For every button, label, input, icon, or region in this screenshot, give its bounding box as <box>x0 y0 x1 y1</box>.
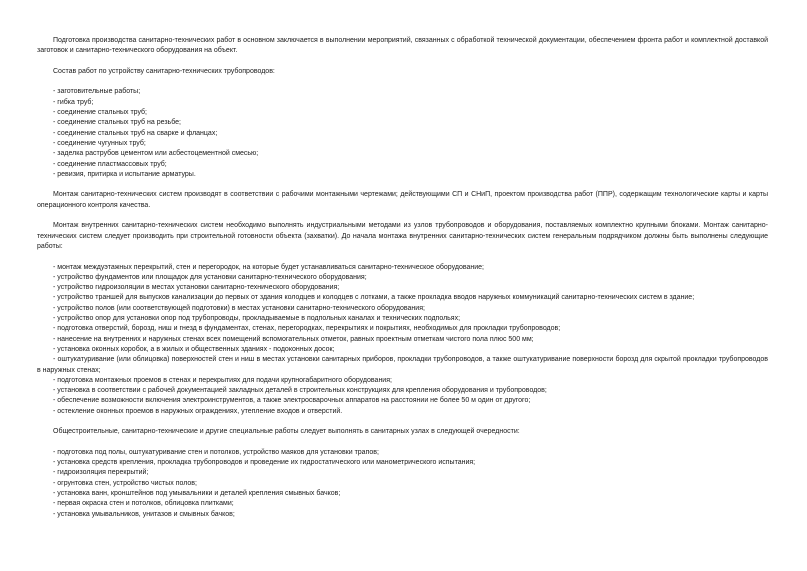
list-item: - нанесение на внутренних и наружных стенах всех помещений вспомогательных отметок, равных проектным отметкам чистого пола плюс 500 мм; <box>53 335 534 343</box>
list-item: - устройство фундаментов или площадок для установки санитарно-технического оборудования; <box>53 273 367 281</box>
list-item: - заделка раструбов цементом или асбестоцементной смесью; <box>53 150 259 158</box>
paragraph-intro: Подготовка производства санитарно-технических работ в основном заключается в выполнении мероприятий, связанных с обработкой технической документации, обеспечением фронта работ и комплектной доставкой заготовок и санитарно-технического оборудования на объект. <box>37 37 768 55</box>
list-item: - остекление оконных проемов в наружных ограждениях, утепление входов и отверстий. <box>53 407 343 415</box>
list-item: - соединение пластмассовых труб; <box>53 160 167 168</box>
list-item: - обеспечение возможности включения электроинструментов, а также электросварочных аппаратов на расстоянии не более 50 м один от другого; <box>53 397 531 405</box>
list-item: - заготовительные работы; <box>53 88 141 96</box>
list-item: - монтаж междуэтажных перекрытий, стен и перегородок, на которые будет устанавливаться санитарно-техническое оборудование; <box>53 263 484 271</box>
list-item: - подготовка отверстий, борозд, ниш и гнезд в фундаментах, стенах, перегородках, перекрытиях и покрытиях, необходимых для прокладки трубопроводов; <box>53 325 561 333</box>
list-item: - установка в соответствии с рабочей документацией закладных деталей в строительных конструкциях для крепления оборудования и трубопроводов; <box>53 387 547 395</box>
list-item: - подготовка монтажных проемов в стенах и перекрытиях для подачи крупногабаритного оборудования; <box>53 376 392 384</box>
list-item: - установка ванн, кронштейнов под умывальники и деталей крепления смывных бачков; <box>53 490 341 498</box>
list-item: - установка умывальников, унитазов и смывных бачков; <box>53 510 235 518</box>
list-item: - соединение стальных труб; <box>53 109 148 117</box>
list-item: - подготовка под полы, оштукатуривание стен и потолков, устройство маяков для установки трапов; <box>53 448 379 456</box>
list-item: - первая окраска стен и потолков, облицовка плитками; <box>53 500 234 508</box>
paragraph-mounting: Монтаж санитарно-технических систем производят в соответствии с рабочими монтажными чертежами; действующими СП и СНиП, проектом производства работ (ППР), содержащим технологические карты и карты операционного контроля качества. <box>37 191 768 209</box>
list-item: - соединение стальных труб на сварке и фланцах; <box>53 129 218 137</box>
list-item: - установка оконных коробок, а в жилых и общественных зданиях - подоконных досок; <box>53 345 335 353</box>
paragraph-composition: Состав работ по устройству санитарно-технических трубопроводов: <box>53 67 275 75</box>
list-item: - установка средств крепления, прокладка трубопроводов и проведение их гидростатического или манометрического испытания; <box>53 459 476 467</box>
list-item: - гибка труб; <box>53 98 94 106</box>
document-page <box>37 36 768 520</box>
list-item: - устройство траншей для выпусков канализации до первых от здания колодцев и колодцев с лотками, а также прокладка вводов наружных коммуникаций санитарно-технических систем в здание; <box>53 294 695 302</box>
paragraph-sequence: Общестроительные, санитарно-технические и другие специальные работы следует выполнять в санитарных узлах в следующей очередности: <box>53 428 520 436</box>
list-sequence <box>37 448 768 520</box>
list-item: - гидроизоляция перекрытий; <box>53 469 149 477</box>
list-item: - устройство опор для установки опор под трубопроводы, прокладываемые в подпольных каналах и технических подпольях; <box>53 315 461 323</box>
list-item: - устройство полов (или соответствующей подготовки) в местах установки санитарно-технического оборудования; <box>53 304 425 312</box>
list-item: - оштукатуривание (или облицовка) поверхностей стен и ниш в местах установки санитарных приборов, прокладки трубопроводов, а также оштукатуривание поверхности борозд для скрытой прокладки трубопроводов в наружных стенах; <box>37 356 768 374</box>
list-item: - соединение стальных труб на резьбе; <box>53 119 181 127</box>
paragraph-industrial: Монтаж внутренних санитарно-технических систем необходимо выполнять индустриальными методами из узлов трубопроводов и оборудования, поставляемых комплектно крупными блоками. Монтаж санитарно-технических систем следует производить при строительной готовности объекта (захватки). До начала монтажа внутренних санитарно-технических систем генеральным подрядчиком должны быть выполнены следующие работы: <box>37 222 768 250</box>
list-item: - соединение чугунных труб; <box>53 139 146 147</box>
list-composition <box>37 87 768 180</box>
list-prework <box>37 263 768 417</box>
list-item: - ревизия, притирка и испытание арматуры. <box>53 170 196 178</box>
list-item: - огрунтовка стен, устройство чистых полов; <box>53 479 197 487</box>
list-item: - устройство гидроизоляции в местах установки санитарно-технического оборудования; <box>53 284 340 292</box>
